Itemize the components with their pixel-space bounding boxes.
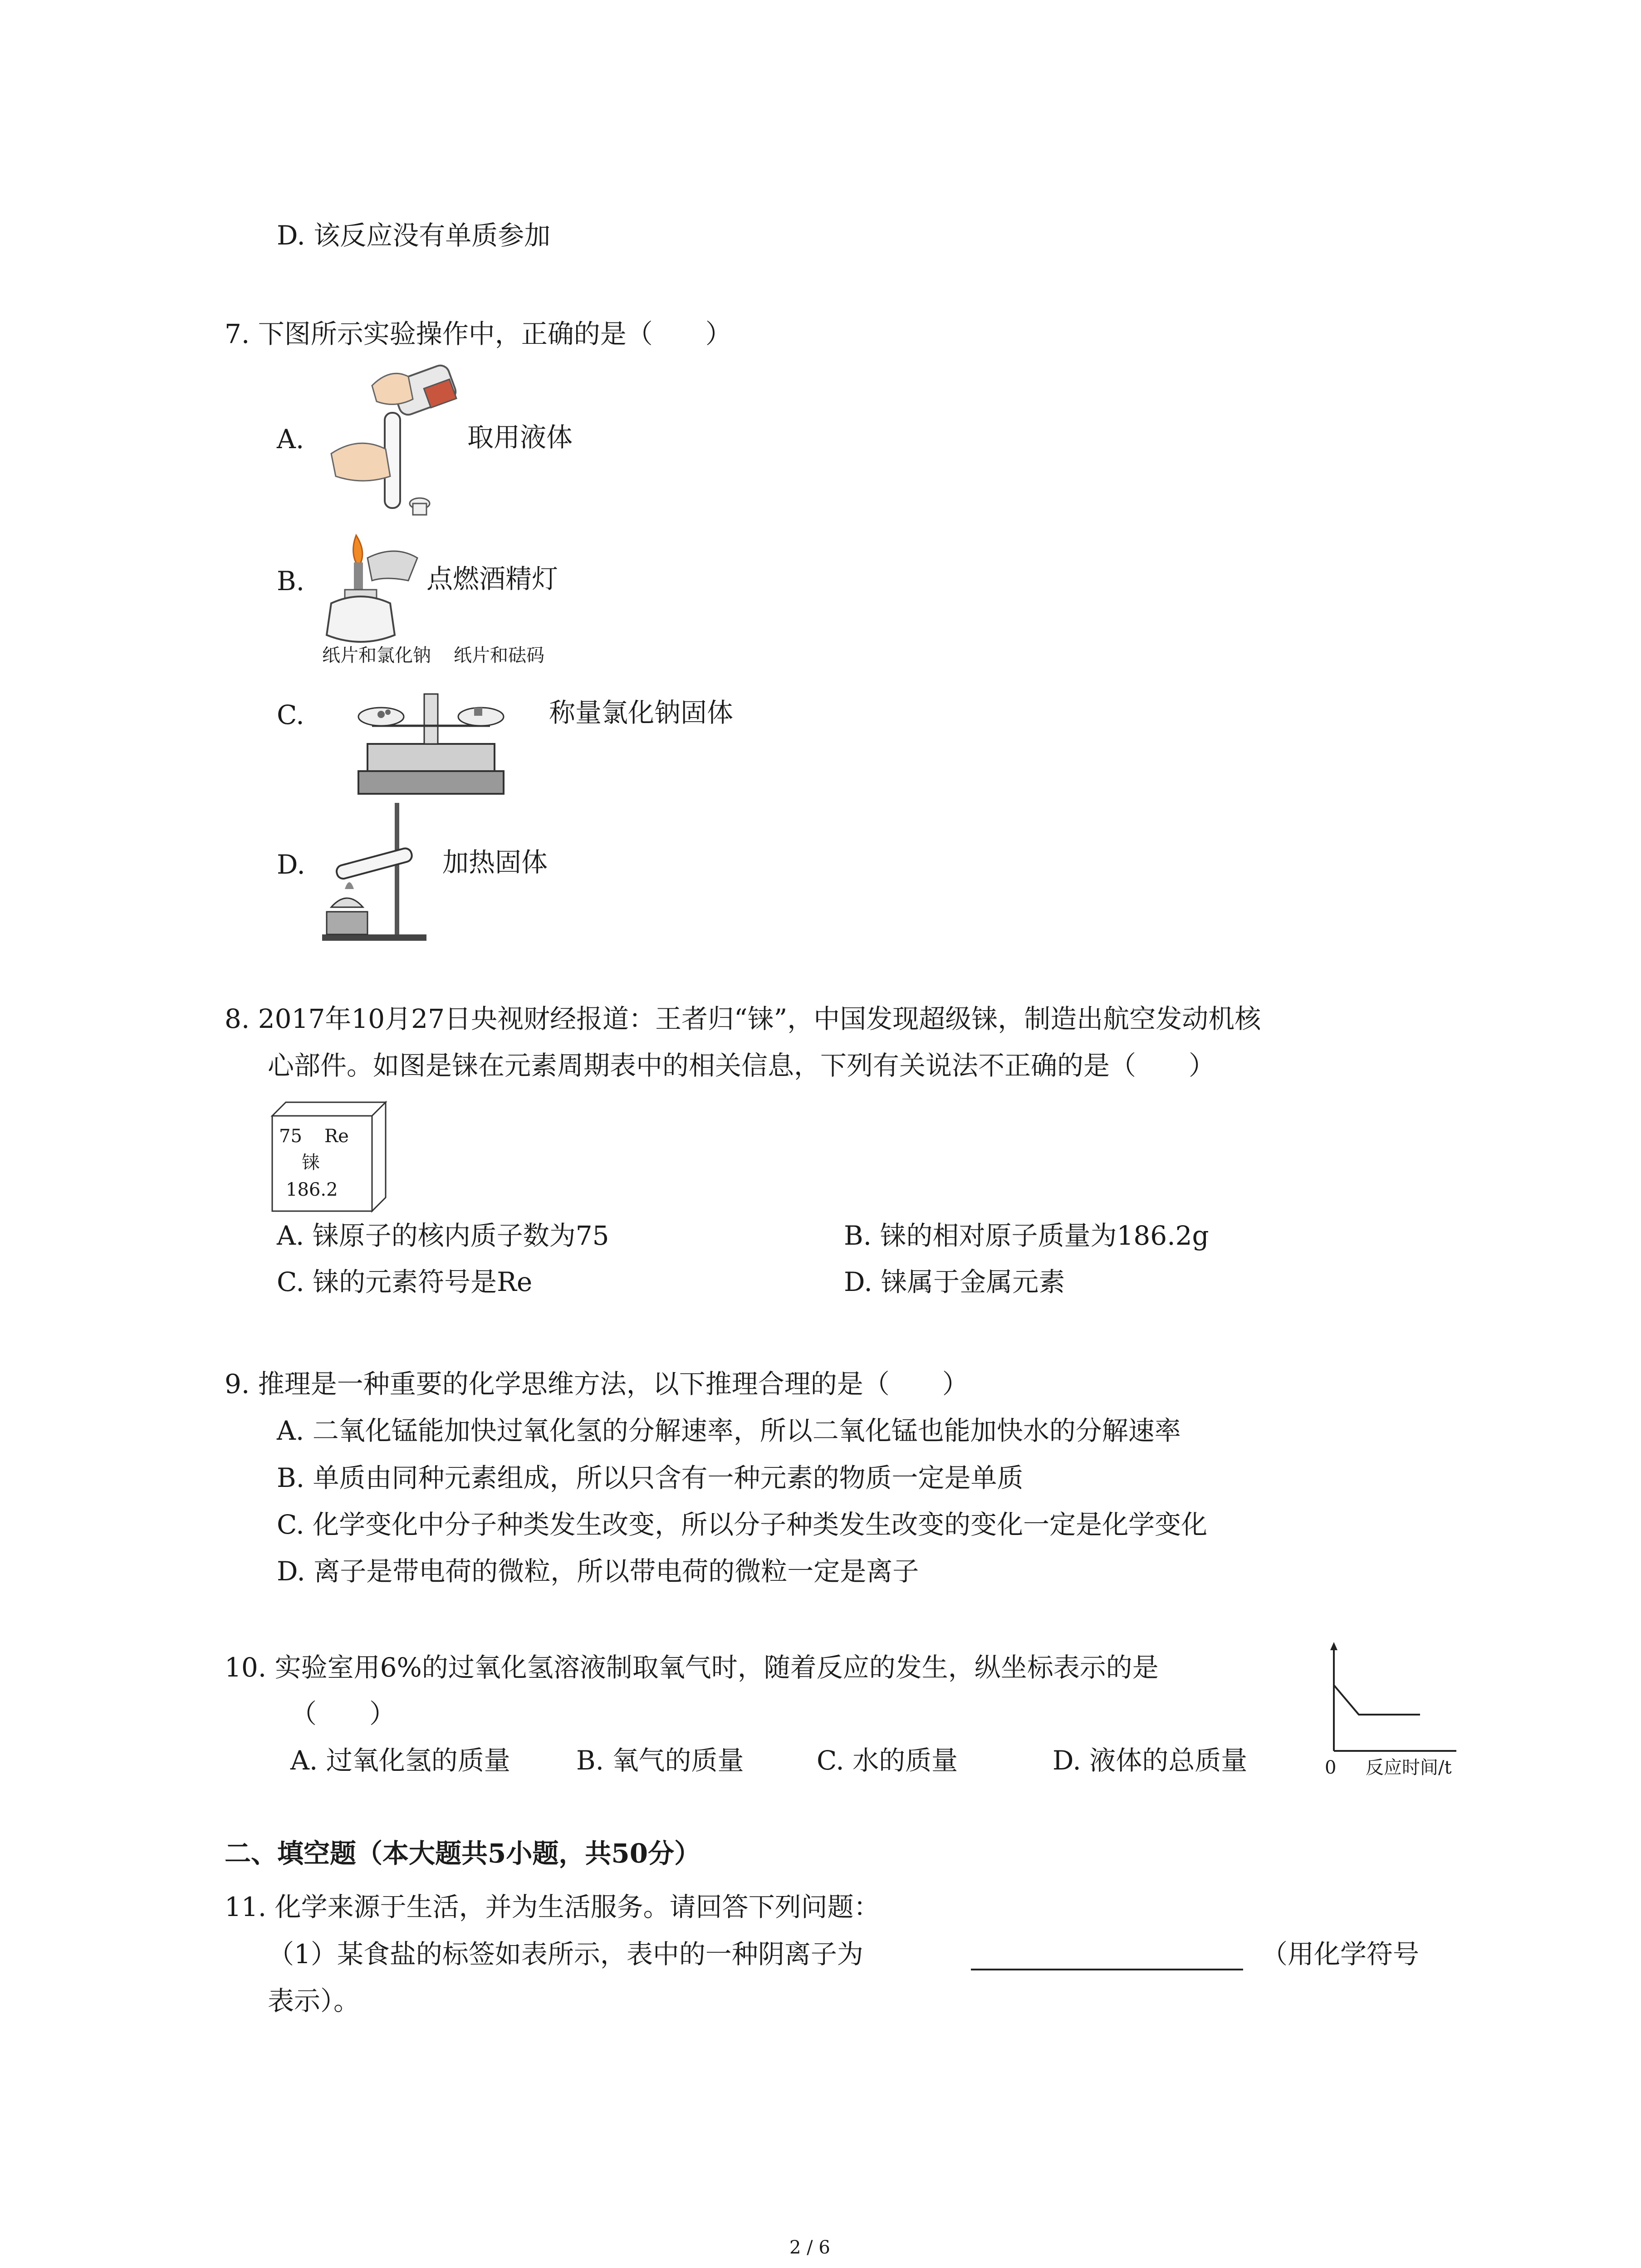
q9-stem: 9. 推理是一种重要的化学思维方法，以下推理合理的是（ ） (225, 1369, 969, 1399)
element-cell-rhenium (268, 1098, 390, 1211)
q11-part1-text-cont: （用化学符号 (1261, 1939, 1420, 1970)
q10-stem-line2: （ ） (290, 1698, 396, 1729)
q8-option-a: A. 铼原子的核内质子数为75 (277, 1220, 609, 1251)
q6-option-d: D. 该反应没有单质参加 (277, 220, 551, 251)
q10-option-b: B. 氧气的质量 (576, 1745, 744, 1776)
q10-graph-x-label: 反应时间/t (1366, 1757, 1452, 1778)
q10-option-a: A. 过氧化氢的质量 (290, 1745, 510, 1776)
light-alcohol-lamp-icon (318, 526, 431, 649)
q7-option-d-letter: D. (277, 849, 305, 880)
q8-stem-line2: 心部件。如图是铼在元素周期表中的相关信息，下列有关说法不正确的是（ ） (268, 1050, 1215, 1081)
element-atomic-number: 75 (279, 1126, 302, 1147)
q7-option-d-caption: 加热固体 (442, 847, 548, 878)
q9-option-b: B. 单质由同种元素组成，所以只含有一种元素的物质一定是单质 (277, 1462, 1024, 1493)
section2-title: 二、填空题（本大题共5小题，共50分） (225, 1838, 701, 1869)
q11-part1-answer-blank[interactable] (971, 1969, 1243, 1970)
q10-graph-curve (1334, 1685, 1420, 1715)
q9-option-c: C. 化学变化中分子种类发生改变，所以分子种类发生改变的变化一定是化学变化 (277, 1509, 1208, 1540)
q11-part1-text-end: 表示）。 (268, 1985, 360, 2016)
q9-option-a: A. 二氧化锰能加快过氧化氢的分解速率，所以二氧化锰也能加快水的分解速率 (277, 1415, 1181, 1446)
q11-part1-text: （1）某食盐的标签如表所示，表中的一种阴离子为 (268, 1939, 863, 1970)
q7-option-b-letter: B. (277, 566, 305, 596)
q7-option-c-label-left: 纸片和氯化钠 (322, 645, 431, 666)
pour-liquid-into-test-tube-icon (318, 358, 472, 522)
q7-option-a-caption: 取用液体 (467, 422, 573, 453)
q10-graph (1316, 1642, 1470, 1778)
q8-stem-line1: 8. 2017年10月27日央视财经报道：王者归“铼”，中国发现超级铼，制造出航空发动机核 (225, 1003, 1261, 1034)
page-number: 2 / 6 (789, 2237, 830, 2258)
q11-stem: 11. 化学来源于生活，并为生活服务。请回答下列问题： (225, 1892, 880, 1922)
element-symbol: Re (324, 1126, 349, 1147)
element-mass: 186.2 (286, 1179, 338, 1200)
q10-option-d: D. 液体的总质量 (1053, 1745, 1248, 1776)
q8-option-c: C. 铼的元素符号是Re (277, 1266, 533, 1297)
q7-option-b-caption: 点燃酒精灯 (426, 563, 558, 594)
q10-option-c: C. 水的质量 (817, 1745, 958, 1776)
heat-test-tube-icon (318, 798, 431, 943)
q7-option-a-letter: A. (277, 424, 304, 455)
q10-graph-origin: 0 (1325, 1757, 1337, 1778)
q9-option-d: D. 离子是带电荷的微粒，所以带电荷的微粒一定是离子 (277, 1556, 919, 1587)
q7-option-c-letter: C. (277, 699, 304, 730)
q8-option-b: B. 铼的相对原子质量为186.2g (844, 1220, 1209, 1251)
q10-stem-line1: 10. 实验室用6%的过氧化氢溶液制取氧气时，随着反应的发生，纵坐标表示的是 (225, 1652, 1159, 1683)
q7-option-c-label-right: 纸片和砝码 (454, 645, 544, 666)
q7-option-c-caption: 称量氯化钠固体 (549, 697, 734, 728)
q8-option-d: D. 铼属于金属元素 (844, 1266, 1065, 1297)
element-name: 铼 (302, 1152, 320, 1173)
q7-stem: 7. 下图所示实验操作中，正确的是（ ） (225, 318, 732, 349)
balance-scale-icon (354, 676, 513, 798)
